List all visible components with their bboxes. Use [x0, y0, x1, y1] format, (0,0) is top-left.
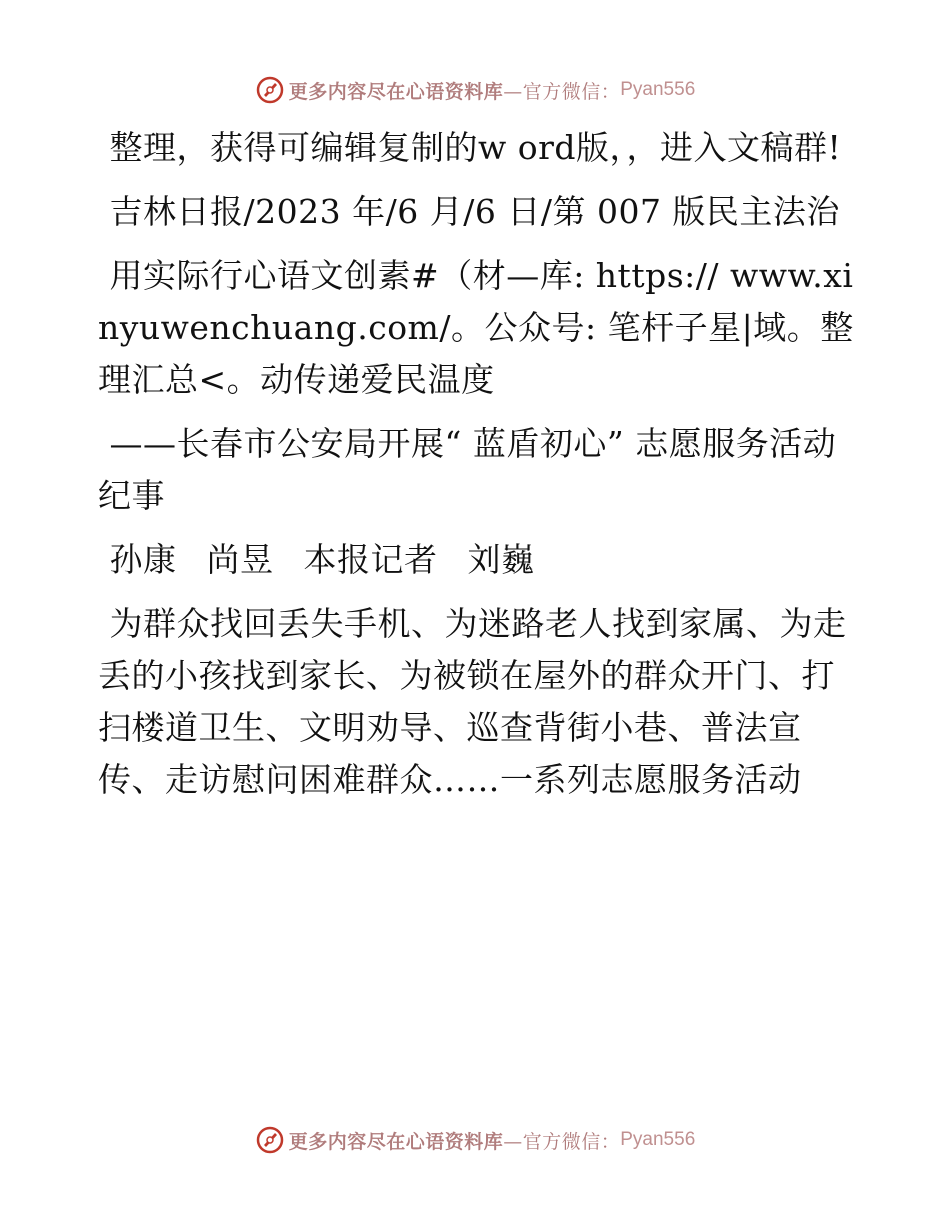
byline-reporter-label: 本报记者 — [303, 540, 438, 579]
byline-author-2: 尚昱 — [206, 540, 274, 579]
paragraph-intro: 整理，获得可编辑复制的w ord版，，进入文稿群! — [109, 128, 842, 167]
paragraph-body: 为群众找回丢失手机、为迷路老人找到家属、为走丢的小孩找到家长、为被锁在屋外的群众开门、打扫楼道卫生、文明劝导、巡查背街小巷、普法宣传、走访慰问困难群众……一系列志愿服务活动 — [98, 604, 847, 799]
watermark-wechat-id: Pyan556 — [620, 79, 696, 100]
watermark-text: 更多内容尽在心语资料库—官方微信： — [288, 80, 621, 103]
document-body — [98, 122, 858, 818]
paragraph-title: 用实际行心语文创素#（材—库: https:// www.xinyuwenchuang.com/。公众号: 笔杆子星|域。整理汇总<。动传递爱民温度 — [98, 256, 854, 399]
byline-author-1: 孙康 — [109, 540, 177, 579]
seal-logo-icon — [255, 75, 285, 105]
watermark-text-footer: 更多内容尽在心语资料库—官方微信： — [288, 1130, 621, 1153]
byline-reporter-name: 刘巍 — [467, 540, 535, 579]
watermark-wechat-id-footer: Pyan556 — [620, 1129, 696, 1150]
byline — [98, 534, 858, 586]
header-watermark — [0, 70, 950, 110]
footer-watermark — [0, 1120, 950, 1160]
paragraph-subtitle: ——长春市公安局开展“ 蓝盾初心” 志愿服务活动纪事 — [98, 424, 837, 515]
seal-logo-icon — [255, 1125, 285, 1155]
paragraph-source: 吉林日报/2023 年/6 月/6 日/第 007 版民主法治 — [109, 192, 840, 231]
